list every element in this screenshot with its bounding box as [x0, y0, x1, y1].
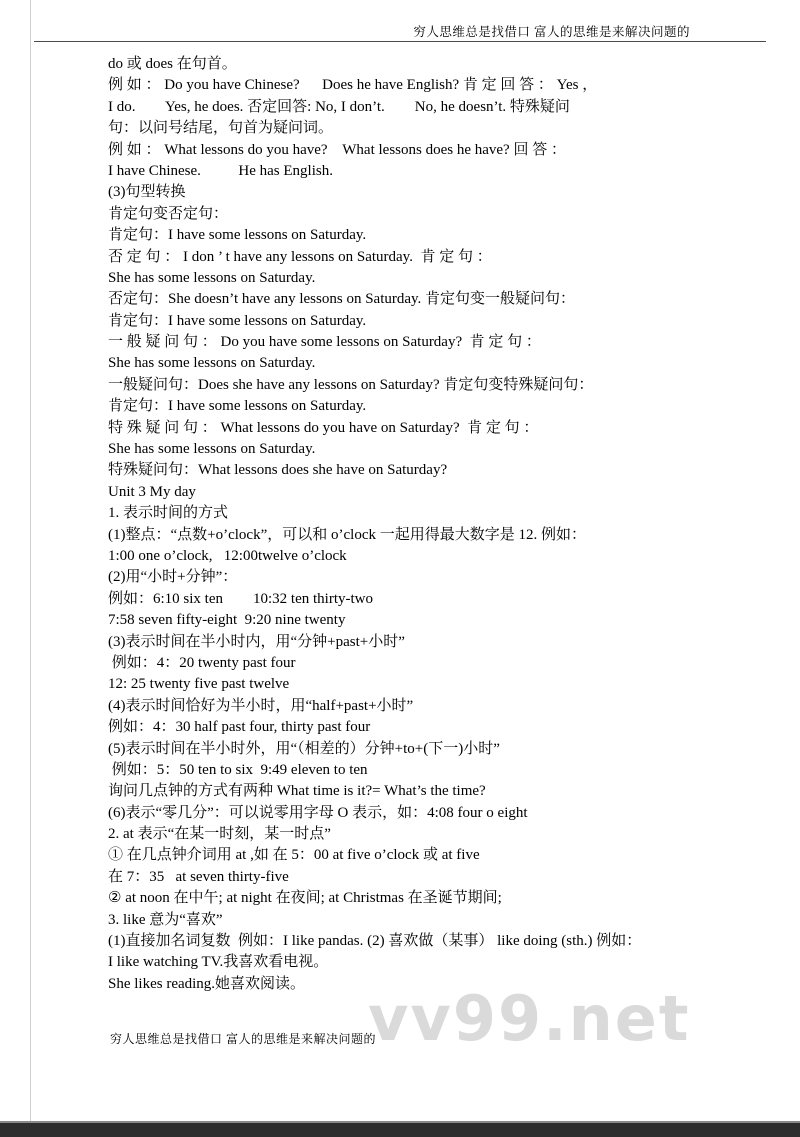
text-line: 肯定句：I have some lessons on Saturday.: [108, 227, 367, 244]
text-line: Unit 3 My day: [108, 483, 196, 500]
text-line: (6)表示“零几分”：可以说零用字母 O 表示，如：4:08 four o eight: [108, 804, 528, 821]
text-line: I have Chinese. He has English.: [108, 162, 333, 179]
document-body: [108, 54, 768, 995]
text-line: (1)整点：“点数+o’clock”，可以和 o’clock 一起用得最大数字是 12. 例如：: [108, 526, 586, 543]
text-line: 例 如 ： What lessons do you have? What lessons does he have? 回 答 ：: [108, 141, 566, 158]
text-line: (3)表示时间在半小时内，用“分钟+past+小时”: [108, 633, 405, 650]
text-line: 在 7：35 at seven thirty-five: [108, 868, 289, 885]
text-line: do 或 does 在句首。: [108, 56, 237, 72]
text-line: She has some lessons on Saturday.: [108, 441, 316, 458]
text-line: 询问几点钟的方式有两种 What time is it?= What’s the time?: [108, 783, 486, 800]
text-line: 否定句：She doesn’t have any lessons on Saturday. 肯定句变一般疑问句：: [108, 291, 576, 308]
text-line: ② at noon 在中午; at night 在夜间; at Christmas 在圣诞节期间;: [108, 890, 502, 907]
text-line: 肯定句：I have some lessons on Saturday.: [108, 312, 367, 329]
page-footer: [110, 1030, 376, 1047]
page-left-border: [30, 0, 31, 1123]
text-line: 一般疑问句：Does she have any lessons on Saturday? 肯定句变特殊疑问句：: [108, 376, 594, 393]
page-header: [413, 22, 690, 40]
watermark-text: vv99.net: [368, 982, 691, 1055]
text-line: She has some lessons on Saturday.: [108, 269, 316, 286]
text-line: 12: 25 twenty five past twelve: [108, 676, 290, 693]
text-line: 1. 表示时间的方式: [108, 505, 229, 522]
text-line: 2. at 表示“在某一时刻，某一时点”: [108, 826, 331, 843]
text-line: I do. Yes, he does. 否定回答: No, I don’t. No, he doesn’t. 特殊疑问: [108, 98, 570, 115]
text-line: 7:58 seven fifty-eight 9:20 nine twenty: [108, 612, 346, 629]
text-line: 特 殊 疑 问 句 ： What lessons do you have on Saturday? 肯 定 句 ：: [108, 419, 539, 436]
text-line: 否 定 句 ： I don ’ t have any lessons on Saturday. 肯 定 句 ：: [108, 248, 492, 265]
text-line: 例如：6:10 six ten 10:32 ten thirty-two: [108, 590, 373, 607]
text-line: 句：以问号结尾，句首为疑问词。: [108, 120, 334, 137]
text-line: I like watching TV.我喜欢看电视。: [108, 954, 329, 971]
text-line: (3)句型转换: [108, 184, 186, 201]
text-line: She has some lessons on Saturday.: [108, 355, 316, 372]
text-line: 肯定句：I have some lessons on Saturday.: [108, 398, 367, 415]
header-divider: [34, 41, 766, 42]
text-line: 例如：4：20 twenty past four: [108, 654, 296, 671]
text-line: 一 般 疑 问 句 ： Do you have some lessons on Saturday? 肯 定 句 ：: [108, 334, 541, 351]
text-line: (1)直接加名词复数 例如：I like pandas. (2) 喜欢做（某事） like doing (sth.) 例如：: [108, 933, 642, 950]
text-line: 例 如 ： Do you have Chinese? Does he have English? 肯 定 回 答 ： Yes ，: [108, 77, 598, 94]
text-line: ① 在几点钟介词用 at ,如 在 5：00 at five o’clock 或 at five: [108, 847, 480, 864]
header-text: 穷人思维总是找借口 富人的思维是来解决问题的: [413, 25, 690, 39]
text-line: 1:00 one o’clock, 12:00twelve o’clock: [108, 547, 347, 564]
text-line: She likes reading.她喜欢阅读。: [108, 975, 306, 992]
text-line: (5)表示时间在半小时外，用“（相差的）分钟+to+(下一)小时”: [108, 740, 500, 757]
text-line: 3. like 意为“喜欢”: [108, 911, 223, 928]
text-line: 特殊疑问句：What lessons does she have on Saturday?: [108, 462, 448, 479]
text-line: 肯定句变否定句：: [108, 205, 229, 222]
text-line: (2)用“小时+分钟”：: [108, 569, 238, 586]
text-line: (4)表示时间恰好为半小时，用“half+past+小时”: [108, 697, 414, 714]
page-bottom-edge: [0, 1121, 800, 1137]
footer-text: 穷人思维总是找借口 富人的思维是来解决问题的: [110, 1032, 377, 1046]
text-line: 例如：5：50 ten to six 9:49 eleven to ten: [108, 761, 368, 778]
text-line: 例如：4：30 half past four, thirty past four: [108, 719, 371, 736]
